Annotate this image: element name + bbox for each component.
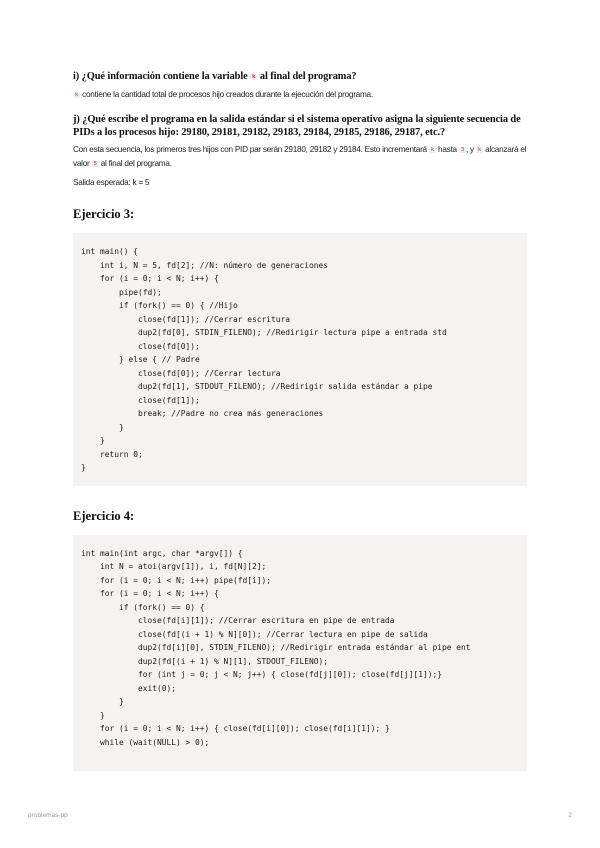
answer-part: , y [465, 145, 474, 154]
footer-document-name: problemas-pp [28, 812, 68, 819]
inline-code-k: k [430, 147, 435, 153]
question-i-answer [73, 88, 527, 102]
exercise-4-code-block: int main(int argc, char *argv[]) { int N = atoi(argv[1]), i, fd[N][2]; for (i = 0; i < N; i++) pipe(fd[i]); for (i = 0; i < N; i++) { if (fork() == 0) { close(fd[i][1]); //Cerrar escritura en pipe de entrada close(fd[(i + 1) % N][0]); //Cerrar lectura en pipe de salida dup2(fd[i][0], STDIN_FILENO); //Redirigir entrada estándar al pipe ent dup2(fd[(i + 1) % N][1], STDOUT_FILENO); for (int j = 0; j < N; j++) { close(fd[j][0]); close(fd[j][1]);} exit(0); } } for (i = 0; i < N; i++) { close(fd[i][0]); close(fd[i][1]); } while (wait(NULL) > 0); [73, 535, 527, 772]
exercise-3-code-block: int main() { int i, N = 5, fd[2]; //N: número de generaciones for (i = 0; i < N; i++) { pipe(fd); if (fork() == 0) { //Hijo close(fd[1]); //Cerrar escritura dup2(fd[0], STDIN_FILENO); //Redirigir lectura pipe a entrada std close(fd[0]); } else { // Padre close(fd[0]); //Cerrar lectura dup2(fd[1], STDOUT_FILENO); //Redirigir salida estándar a pipe close(fd[1]); break; //Padre no crea más generaciones } } return 0; } [73, 233, 527, 486]
question-i-title-end: al final del programa? [259, 71, 357, 82]
question-i-answer-text: contiene la cantidad total de procesos hijo creados durante la ejecución del programa. [82, 90, 373, 99]
answer-part: Con esta secuencia, los primeros tres hijos con PID par serán 29180, 29182 y 29184. Esto incrementará [73, 145, 427, 154]
answer-part: al final del programa. [100, 159, 172, 168]
question-j-answer [73, 143, 527, 171]
inline-code-k: k [75, 92, 79, 98]
expected-output: Salida esperada: k = 5 [73, 178, 150, 187]
question-i-title [73, 70, 527, 84]
inline-code-k: k [252, 74, 256, 80]
inline-code-5: 5 [93, 161, 97, 167]
question-i-title-start: i) ¿Qué información contiene la variable [73, 71, 248, 82]
question-j-title: j) ¿Qué escribe el programa en la salida estándar si el sistema operativo asigna la siguiente secuencia de PIDs a los procesos hijo: 29180, 29181, 29182, 29183, 29184, 29185, 29186, 29187, etc.? [73, 114, 521, 138]
inline-code-k: k [477, 147, 482, 153]
page-content [73, 70, 527, 771]
exercise-3-title: Ejercicio 3: [73, 207, 135, 221]
inline-code-3: 3 [460, 147, 464, 153]
answer-part: alcanzará el valor [73, 145, 527, 168]
answer-part: hasta [438, 145, 457, 154]
exercise-4-title: Ejercicio 4: [73, 508, 135, 523]
footer-page-number: 2 [568, 812, 572, 819]
